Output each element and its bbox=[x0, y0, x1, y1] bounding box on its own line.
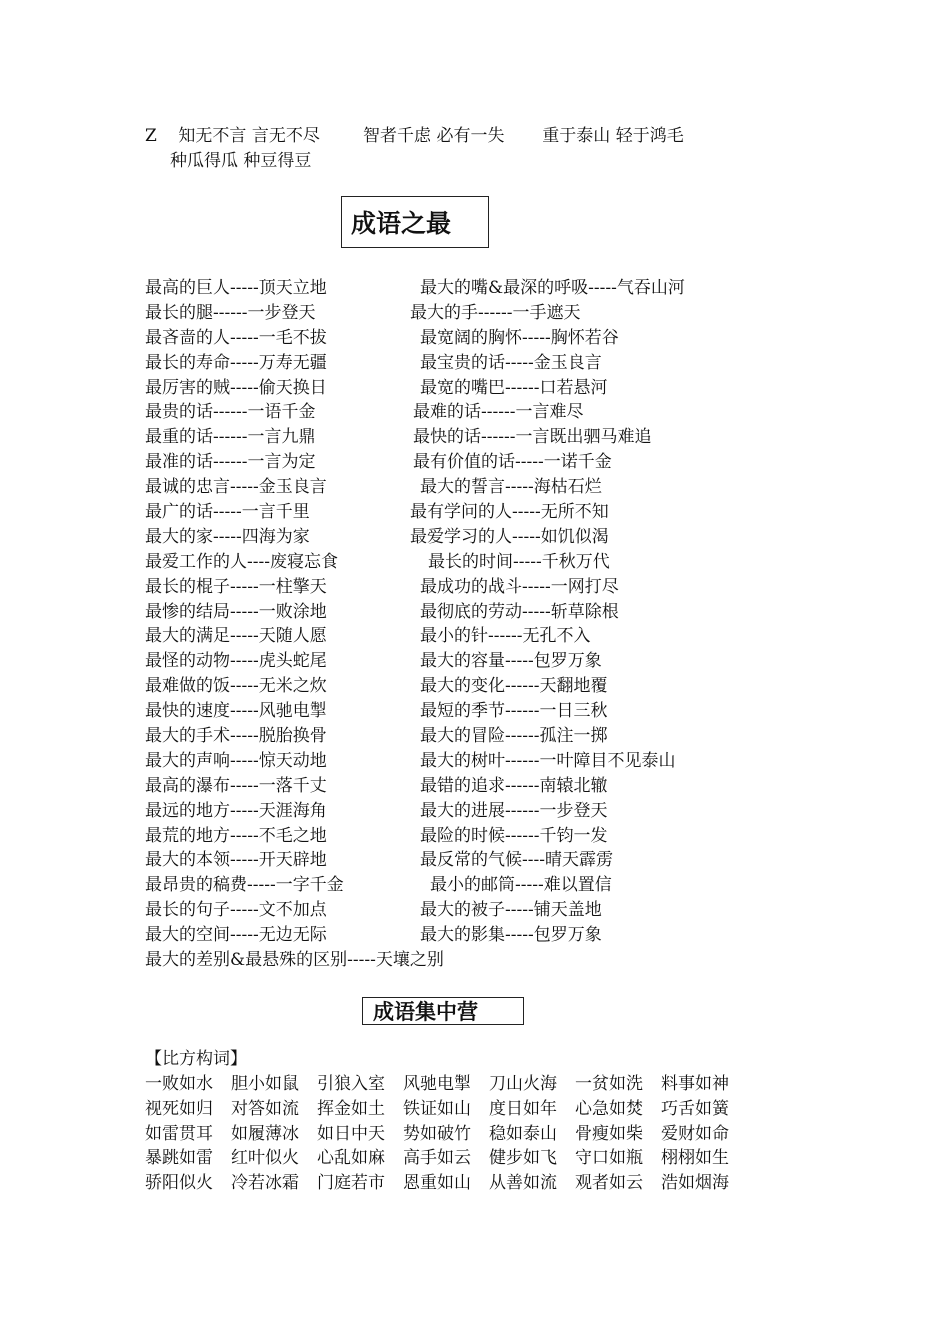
idiom-cell: 刀山火海 bbox=[489, 1074, 557, 1094]
superlative-left: 最快的速度-----风驰电掣 bbox=[145, 701, 327, 722]
superlative-row bbox=[145, 824, 845, 849]
superlative-row bbox=[145, 600, 845, 625]
superlative-right: 最宝贵的话-----金玉良言 bbox=[420, 352, 602, 373]
superlative-left: 最大的差别&最悬殊的区别-----天壤之别 bbox=[145, 950, 444, 971]
idiom-cell: 骨瘦如柴 bbox=[575, 1123, 643, 1144]
superlative-row bbox=[145, 400, 845, 425]
superlative-row bbox=[145, 575, 845, 600]
superlative-right: 最大的树叶------一叶障目不见泰山 bbox=[420, 750, 676, 771]
superlative-row bbox=[145, 624, 845, 649]
idiom-superlatives-list bbox=[145, 276, 845, 973]
superlative-right: 最大的容量-----包罗万象 bbox=[420, 651, 602, 672]
superlative-row bbox=[145, 848, 845, 873]
superlative-right: 最难的话------一言难尽 bbox=[413, 402, 584, 423]
superlative-row bbox=[145, 475, 845, 500]
superlative-left: 最大的家-----四海为家 bbox=[145, 526, 310, 547]
superlative-left: 最长的句子-----文不加点 bbox=[145, 900, 327, 921]
superlative-left: 最大的手术-----脱胎换骨 bbox=[145, 726, 327, 747]
superlative-row bbox=[145, 525, 845, 550]
superlative-left: 最厉害的贼-----偷天换日 bbox=[145, 377, 327, 398]
superlative-right: 最宽阔的胸怀-----胸怀若谷 bbox=[420, 327, 619, 348]
superlative-row bbox=[145, 724, 845, 749]
superlative-right: 最短的季节------一日三秋 bbox=[420, 701, 608, 722]
idiom-row bbox=[145, 1097, 747, 1122]
section-title-idiom-camp: 成语集中营 bbox=[362, 997, 524, 1025]
superlative-left: 最准的话------一言为定 bbox=[145, 452, 316, 473]
superlative-right: 最小的针------无孔不入 bbox=[420, 626, 591, 647]
superlative-right: 最大的变化------天翻地覆 bbox=[420, 676, 608, 697]
superlative-row bbox=[145, 500, 845, 525]
superlative-left: 最荒的地方-----不毛之地 bbox=[145, 825, 327, 846]
idiom-cell: 挥金如土 bbox=[317, 1098, 385, 1119]
superlative-right: 最大的手------一手遮天 bbox=[410, 302, 581, 323]
superlative-row bbox=[145, 699, 845, 724]
superlative-right: 最大的影集-----包罗万象 bbox=[420, 925, 602, 946]
idiom-cell: 暴跳如雷 bbox=[145, 1148, 213, 1169]
idiom-cell: 度日如年 bbox=[489, 1098, 557, 1119]
superlative-row bbox=[145, 774, 845, 799]
header-line-1: Z 知无不言 言无不尽 智者千虑 必有一失 重于泰山 轻于鸿毛 bbox=[145, 126, 684, 146]
superlative-right: 最大的冒险------孤注一掷 bbox=[420, 726, 608, 747]
superlative-row bbox=[145, 351, 845, 376]
idiom-cell: 引狼入室 bbox=[317, 1074, 385, 1094]
superlative-left: 最大的空间-----无边无际 bbox=[145, 925, 327, 946]
superlative-right: 最小的邮筒-----难以置信 bbox=[430, 875, 612, 896]
superlative-row bbox=[145, 674, 845, 699]
idiom-cell: 心急如焚 bbox=[575, 1098, 643, 1119]
idiom-cell: 如日中天 bbox=[317, 1123, 385, 1144]
superlative-row bbox=[145, 873, 845, 898]
idiom-cell: 胆小如鼠 bbox=[231, 1074, 299, 1094]
superlative-right: 最大的进展------一步登天 bbox=[420, 800, 608, 821]
idiom-cell: 稳如泰山 bbox=[489, 1123, 557, 1144]
idiom-cell: 一败如水 bbox=[145, 1074, 213, 1094]
idiom-cell: 心乱如麻 bbox=[317, 1148, 385, 1169]
superlative-right: 最大的嘴&最深的呼吸-----气吞山河 bbox=[420, 278, 685, 298]
idiom-cell: 浩如烟海 bbox=[661, 1173, 729, 1194]
idiom-cell: 料事如神 bbox=[661, 1074, 729, 1094]
idiom-cell: 势如破竹 bbox=[403, 1123, 471, 1144]
superlative-row bbox=[145, 649, 845, 674]
superlative-right: 最错的追求------南辕北辙 bbox=[420, 775, 608, 796]
superlative-row bbox=[145, 550, 845, 575]
superlative-right: 最长的时间-----千秋万代 bbox=[428, 551, 610, 572]
idiom-cell: 冷若冰霜 bbox=[231, 1173, 299, 1194]
superlative-row bbox=[145, 301, 845, 326]
superlative-right: 最大的被子-----铺天盖地 bbox=[420, 900, 602, 921]
superlative-left: 最贵的话------一语千金 bbox=[145, 402, 316, 423]
superlative-right: 最大的誓言-----海枯石烂 bbox=[420, 477, 602, 498]
superlative-right: 最爱学习的人-----如饥似渴 bbox=[410, 526, 609, 547]
superlative-row bbox=[145, 898, 845, 923]
superlative-left: 最爱工作的人----废寝忘食 bbox=[145, 551, 338, 572]
idiom-cell: 风驰电掣 bbox=[403, 1074, 471, 1094]
superlative-row bbox=[145, 376, 845, 401]
idiom-cell: 门庭若市 bbox=[317, 1173, 385, 1194]
superlative-row bbox=[145, 450, 845, 475]
idiom-cell: 如履薄冰 bbox=[231, 1123, 299, 1144]
idiom-cell: 守口如瓶 bbox=[575, 1148, 643, 1169]
idiom-cell: 如雷贯耳 bbox=[145, 1123, 213, 1144]
superlative-left: 最长的腿------一步登天 bbox=[145, 302, 316, 323]
idiom-row bbox=[145, 1146, 747, 1171]
superlative-left: 最惨的结局-----一败涂地 bbox=[145, 601, 327, 622]
category-label: 【比方构词】 bbox=[145, 1049, 247, 1069]
idiom-cell: 红叶似火 bbox=[231, 1148, 299, 1169]
superlative-row bbox=[145, 425, 845, 450]
superlative-left: 最重的话------一言九鼎 bbox=[145, 427, 316, 448]
idiom-cell: 对答如流 bbox=[231, 1098, 299, 1119]
idiom-cell: 铁证如山 bbox=[403, 1098, 471, 1119]
idiom-cell: 一贫如洗 bbox=[575, 1074, 643, 1094]
idiom-cell: 巧舌如簧 bbox=[661, 1098, 729, 1119]
superlative-right: 最有价值的话-----一诺千金 bbox=[413, 452, 612, 473]
superlative-row bbox=[145, 923, 845, 948]
superlative-right: 最险的时候------千钧一发 bbox=[420, 825, 608, 846]
header-line-2: 种瓜得瓜 种豆得豆 bbox=[170, 151, 312, 171]
superlative-row bbox=[145, 948, 845, 973]
superlative-left: 最长的棍子-----一柱擎天 bbox=[145, 576, 327, 597]
superlative-right: 最有学问的人-----无所不知 bbox=[410, 502, 609, 523]
superlative-left: 最诚的忠言-----金玉良言 bbox=[145, 477, 327, 498]
idiom-cell: 视死如归 bbox=[145, 1098, 213, 1119]
section-title-idiom-superlatives: 成语之最 bbox=[341, 196, 489, 248]
superlative-left: 最大的声响-----惊天动地 bbox=[145, 750, 327, 771]
superlative-right: 最反常的气候----晴天霹雳 bbox=[420, 850, 613, 871]
idiom-row bbox=[145, 1171, 747, 1196]
idiom-cell: 爱财如命 bbox=[661, 1123, 729, 1144]
superlative-left: 最广的话-----一言千里 bbox=[145, 502, 310, 523]
superlative-left: 最大的满足-----天随人愿 bbox=[145, 626, 327, 647]
superlative-right: 最彻底的劳动-----斩草除根 bbox=[420, 601, 619, 622]
superlative-row bbox=[145, 799, 845, 824]
superlative-left: 最远的地方-----天涯海角 bbox=[145, 800, 327, 821]
idiom-cell: 观者如云 bbox=[575, 1173, 643, 1194]
superlative-right: 最成功的战斗-----一网打尽 bbox=[420, 576, 619, 597]
superlative-left: 最高的巨人-----顶天立地 bbox=[145, 278, 327, 298]
superlative-left: 最难做的饭-----无米之炊 bbox=[145, 676, 327, 697]
superlative-left: 最怪的动物-----虎头蛇尾 bbox=[145, 651, 327, 672]
superlative-left: 最昂贵的稿费-----一字千金 bbox=[145, 875, 344, 896]
superlative-left: 最长的寿命-----万寿无疆 bbox=[145, 352, 327, 373]
idiom-cell: 骄阳似火 bbox=[145, 1173, 213, 1194]
idiom-row bbox=[145, 1122, 747, 1147]
idiom-cell: 高手如云 bbox=[403, 1148, 471, 1169]
idiom-camp-grid bbox=[145, 1047, 747, 1196]
superlative-row bbox=[145, 749, 845, 774]
idiom-row bbox=[145, 1072, 747, 1097]
idiom-cell: 健步如飞 bbox=[489, 1148, 557, 1169]
superlative-row bbox=[145, 276, 845, 301]
idiom-cell: 恩重如山 bbox=[403, 1173, 471, 1194]
idiom-cell: 栩栩如生 bbox=[661, 1148, 729, 1169]
idiom-cell: 从善如流 bbox=[489, 1173, 557, 1194]
superlative-left: 最大的本领-----开天辟地 bbox=[145, 850, 327, 871]
superlative-left: 最吝啬的人-----一毛不拔 bbox=[145, 327, 327, 348]
superlative-row bbox=[145, 326, 845, 351]
superlative-right: 最快的话------一言既出驷马难追 bbox=[413, 427, 652, 448]
superlative-right: 最宽的嘴巴------口若悬河 bbox=[420, 377, 608, 398]
superlative-left: 最高的瀑布-----一落千丈 bbox=[145, 775, 327, 796]
